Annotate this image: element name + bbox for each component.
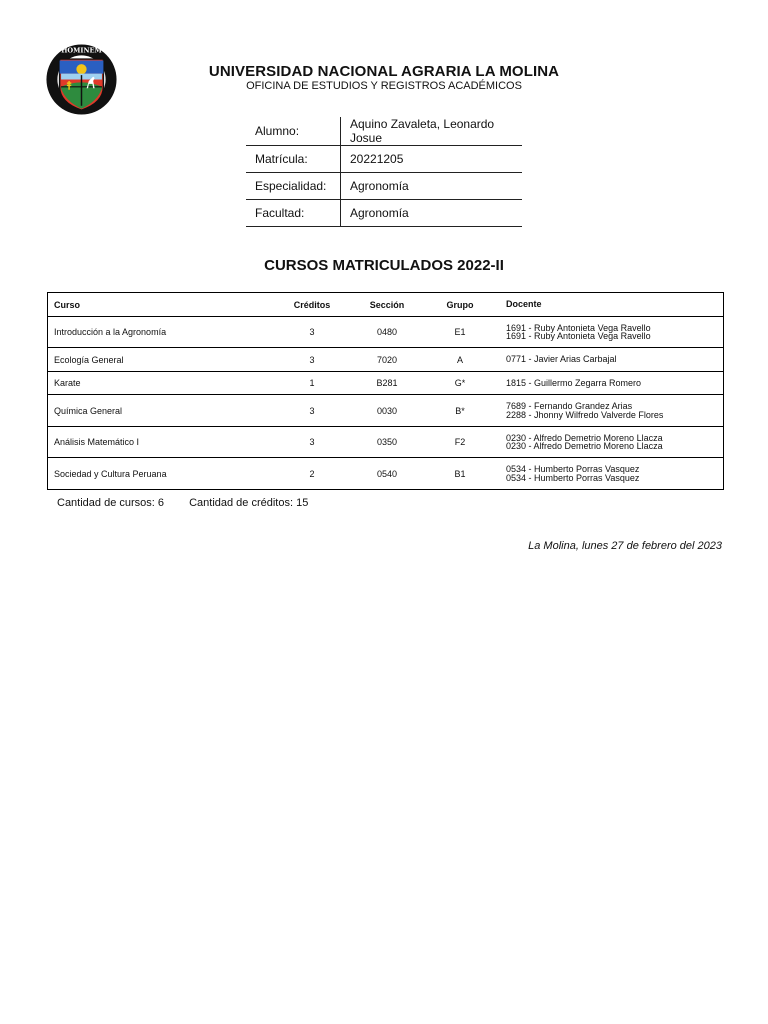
course-name: Química General	[54, 405, 123, 416]
teacher-line: 7689 - Fernando Grandez Arias	[506, 401, 633, 411]
course-credits: 1	[309, 378, 315, 388]
course-credits: 3	[309, 354, 315, 365]
course-credits: 3	[309, 437, 315, 447]
teacher-line: 0230 - Alfredo Demetrio Moreno Llacza	[506, 441, 663, 451]
courses-title: CURSOS MATRICULADOS 2022-II	[264, 257, 504, 274]
header-curso: Curso	[54, 299, 81, 310]
teacher-line: 1691 - Ruby Antonieta Vega Ravello	[506, 331, 651, 341]
course-name: Ecología General	[54, 354, 124, 365]
course-name: Karate	[54, 378, 81, 388]
office-name: OFICINA DE ESTUDIOS Y REGISTROS ACADÉMICOS	[246, 80, 522, 92]
student-row-alumno	[246, 117, 522, 146]
student-row-facultad	[246, 200, 522, 227]
teacher-line: 0230 - Alfredo Demetrio Moreno Llacza	[506, 432, 663, 443]
course-credits: 2	[309, 468, 315, 479]
header-creditos: Créditos	[293, 299, 331, 310]
table-row	[48, 394, 723, 426]
course-group: F2	[454, 437, 466, 447]
matricula-label: Matrícula:	[246, 146, 341, 173]
courses-header-row	[48, 293, 723, 317]
course-section: 0480	[376, 327, 398, 337]
header-docente: Docente	[506, 299, 542, 310]
teacher-line: 1815 - Guillermo Zegarra Romero	[506, 377, 642, 388]
course-teachers	[506, 355, 723, 364]
course-group: A	[456, 354, 463, 365]
teacher-line: 0771 - Javier Arias Carbajal	[506, 354, 617, 365]
table-row	[48, 426, 723, 457]
course-section: 0030	[376, 405, 398, 416]
course-teachers	[506, 324, 723, 341]
courses-table	[47, 292, 724, 490]
table-row	[48, 317, 723, 347]
teacher-line: 1691 - Ruby Antonieta Vega Ravello	[506, 322, 651, 333]
university-name: UNIVERSIDAD NACIONAL AGRARIA LA MOLINA	[208, 63, 560, 80]
header-seccion: Sección	[369, 299, 405, 310]
course-group: B1	[454, 468, 466, 479]
teacher-line: 0534 - Humberto Porras Vasquez	[506, 472, 640, 483]
course-name: Introducción a la Agronomía	[54, 327, 167, 337]
table-row	[48, 457, 723, 489]
course-section: 0540	[376, 468, 398, 479]
course-credits: 3	[309, 405, 315, 416]
especialidad-value: Agronomía	[341, 173, 523, 200]
course-teachers	[506, 402, 723, 419]
alumno-label: Alumno:	[246, 117, 341, 146]
course-credits: 3	[309, 327, 315, 337]
matricula-value: 20221205	[341, 146, 523, 173]
course-name: Análisis Matemático I	[54, 437, 140, 447]
course-group: E1	[454, 327, 466, 337]
credit-count: Cantidad de créditos: 15	[189, 497, 309, 509]
student-info-table	[246, 117, 522, 227]
table-row	[48, 347, 723, 371]
teacher-line: 2288 - Jhonny Wilfredo Valverde Flores	[506, 409, 664, 420]
header-grupo: Grupo	[446, 299, 474, 310]
course-section: 7020	[376, 354, 398, 365]
student-row-matricula	[246, 146, 522, 173]
course-group: G*	[454, 378, 466, 388]
svg-text:HOMINEM: HOMINEM	[61, 46, 102, 55]
facultad-label: Facultad:	[246, 200, 341, 227]
course-teachers	[506, 379, 723, 388]
course-group: B*	[455, 405, 465, 416]
especialidad-label: Especialidad:	[246, 173, 341, 200]
issue-date: La Molina, lunes 27 de febrero del 2023	[528, 540, 722, 552]
enrollment-summary	[57, 497, 330, 509]
table-row	[48, 371, 723, 394]
course-teachers	[506, 434, 723, 451]
course-count: Cantidad de cursos: 6	[57, 497, 165, 509]
course-section: B281	[376, 378, 398, 388]
course-name: Sociedad y Cultura Peruana	[54, 468, 167, 479]
student-row-especialidad	[246, 173, 522, 200]
course-section: 0350	[376, 437, 398, 447]
teacher-line: 0534 - Humberto Porras Vasquez	[506, 464, 640, 474]
course-teachers	[506, 465, 723, 482]
alumno-value: Aquino Zavaleta, Leonardo Josue	[341, 117, 523, 146]
facultad-value: Agronomía	[341, 200, 523, 227]
